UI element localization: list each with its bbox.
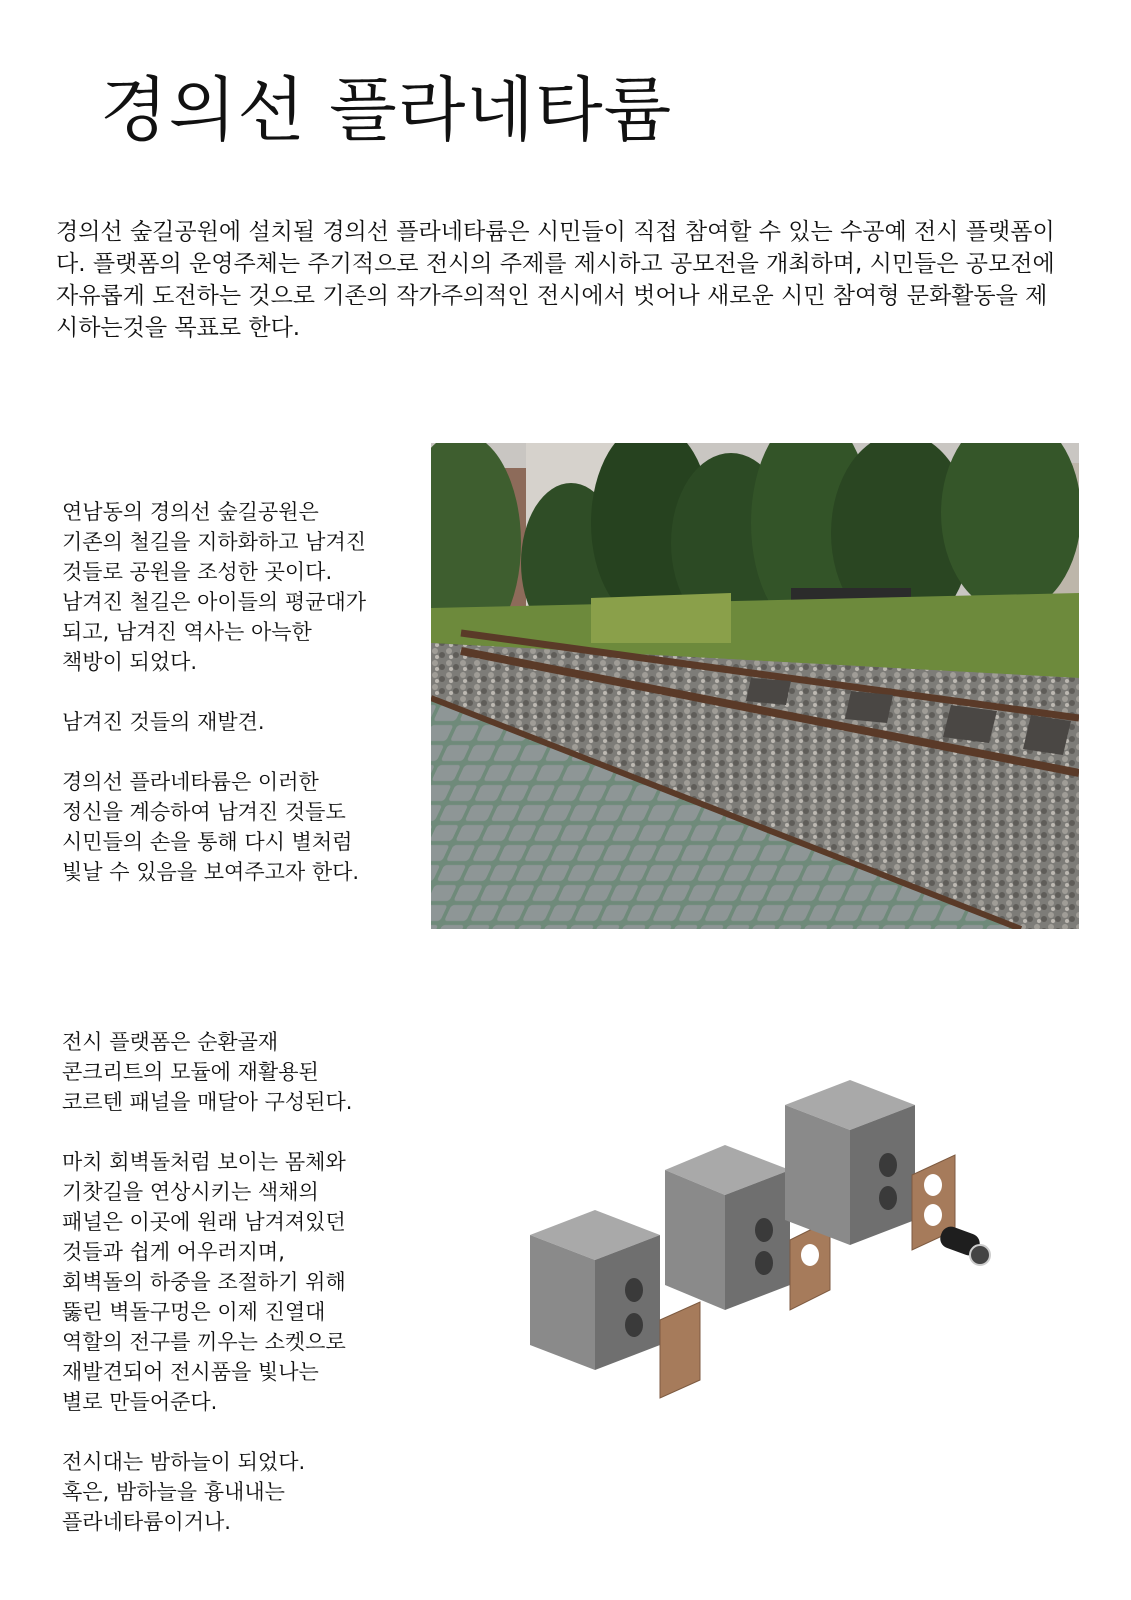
bulb-socket-icon [937,1224,990,1265]
module-diagram [530,1080,1030,1440]
park-paragraph-3: 경의선 플라네타륨은 이러한 정신을 계승하여 남겨진 것들도 시민들의 손을 통해 다시 별처럼 빛날 수 있음을 보여주고자 한다. [62,770,360,884]
concrete-module-2 [665,1145,790,1310]
platform-paragraph-1: 전시 플랫폼은 순환골재 콘크리트의 모듈에 재활용된 코르텐 패널을 매달아 구성된다. [62,1030,353,1114]
railway-photo [431,443,1079,929]
park-paragraph-2: 남겨진 것들의 재발견. [62,710,265,734]
corten-panel-1 [660,1302,700,1398]
section-park-description [62,497,422,887]
platform-paragraph-2: 마치 회벽돌처럼 보이는 몸체와 기찻길을 연상시키는 색채의 패널은 이곳에 원래 남겨져있던 것들과 쉽게 어우러지며, 회벽돌의 하중을 조절하기 위해 뚫린 벽돌구멍은 이제 진열대 역할의 전구를 끼우는 소켓으로 재발견되어 전시품을 빛나는 별로 만들어준다. [62,1150,346,1414]
concrete-module-1 [530,1210,660,1370]
platform-paragraph-3: 전시대는 밤하늘이 되었다. 혹은, 밤하늘을 흉내내는 플라네타륨이거나. [62,1450,306,1534]
section-platform-description [62,1027,422,1537]
park-paragraph-1: 연남동의 경의선 숲길공원은 기존의 철길을 지하화하고 남겨진 것들로 공원을 조성한 곳이다. 남겨진 철길은 아이들의 평균대가 되고, 남겨진 역사는 아늑한 책방이 되었다. [62,500,367,674]
intro-paragraph: 경의선 숲길공원에 설치될 경의선 플라네타륨은 시민들이 직접 참여할 수 있는 수공예 전시 플랫폼이다. 플랫폼의 운영주체는 주기적으로 전시의 주제를 제시하고 공모전을 개최하며, 시민들은 공모전에 자유롭게 도전하는 것으로 기존의 작가주의적인 전시에서 벗어나 새로운 시민 참여형 문화활동을 제시하는것을 목표로 한다. [56,219,1055,341]
concrete-module-3 [785,1080,915,1245]
page-title: 경의선 플라네타륨 [100,69,673,151]
